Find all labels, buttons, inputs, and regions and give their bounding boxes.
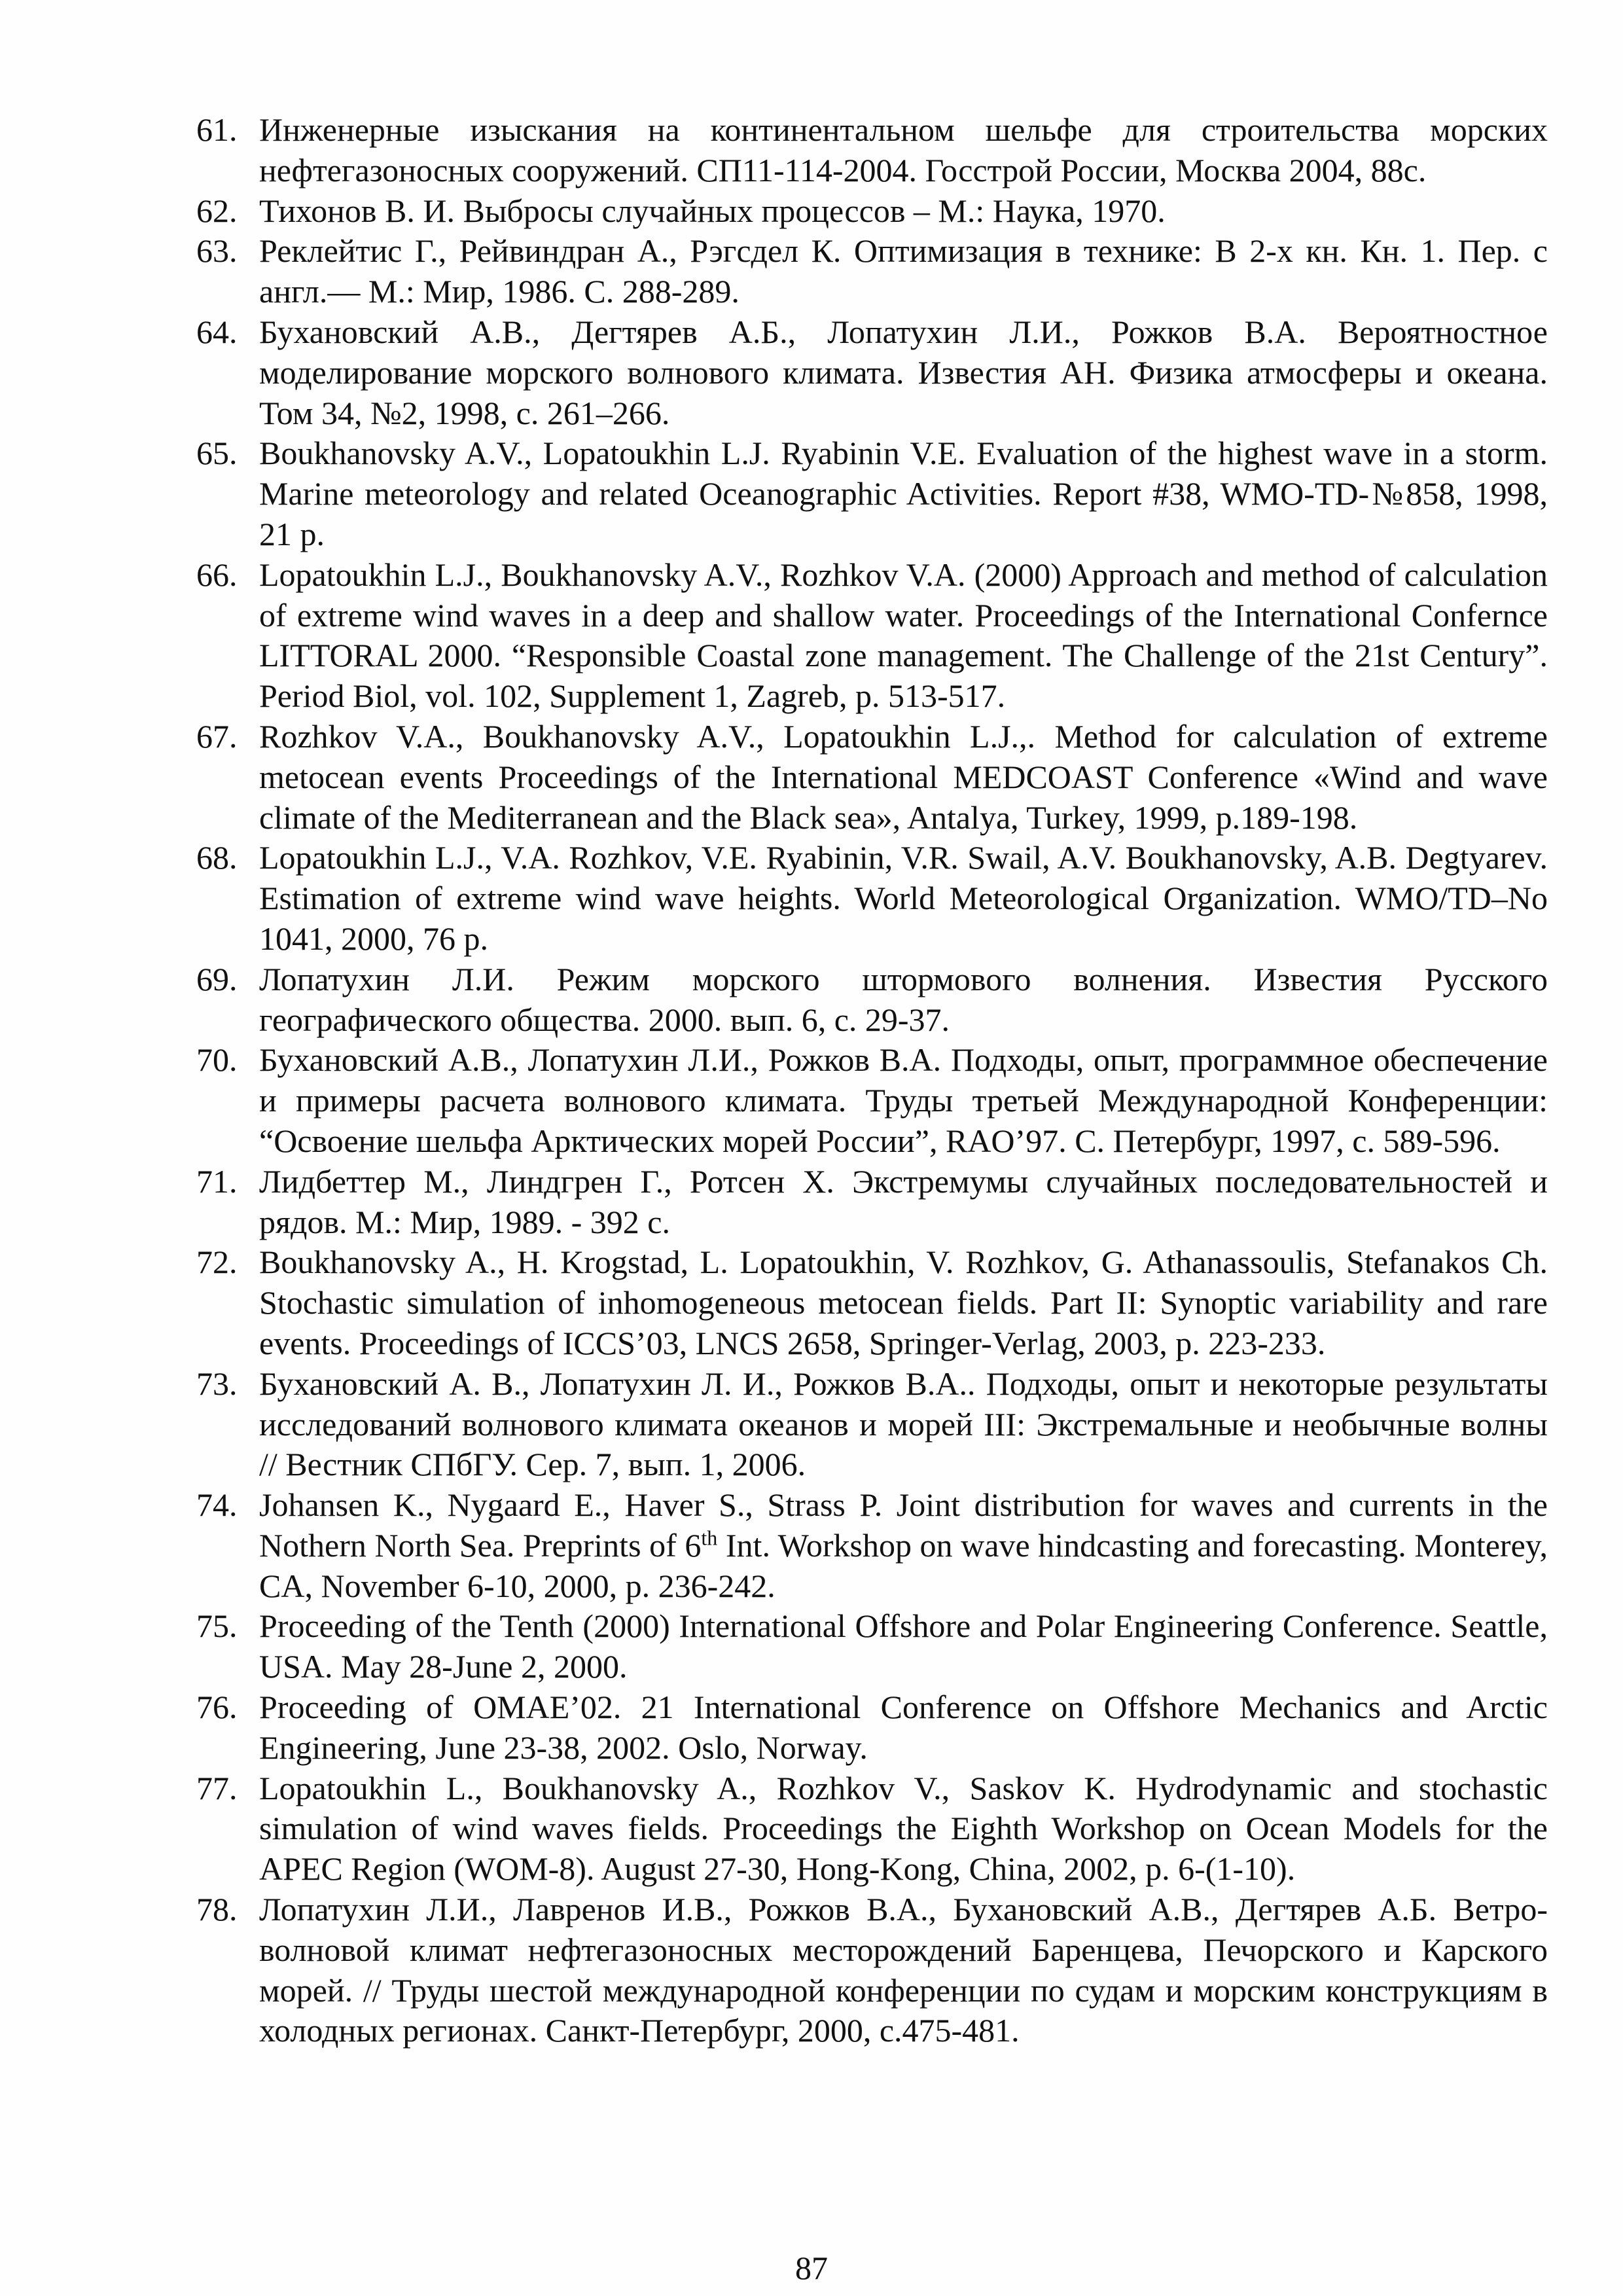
reference-item bbox=[196, 1485, 1548, 1606]
reference-item bbox=[196, 717, 1548, 838]
reference-text: Lopatoukhin L., Boukhanovsky A., Rozhkov V., Saskov K. Hydrodynamic and stochastic simulation of wind waves fields. Proceedings the Eighth Workshop on Ocean Models for the APEC Region (WOM-8). August 27-30, Hong-Kong, China, 2002, p. 6-(1-10). bbox=[259, 1769, 1548, 1888]
reference-number: 69. bbox=[196, 960, 238, 997]
reference-number: 74. bbox=[196, 1486, 238, 1524]
reference-number: 72. bbox=[196, 1244, 238, 1281]
reference-text: Бухановский А.В., Лопатухин Л.И., Рожков В.А. Подходы, опыт, программное обеспечение и примеры расчета волнового климата. Труды третьей Международной Конференции: “Освоение шельфа Арктических морей России”, RAO’97. С. Петербург, 1997, с. 589-596. bbox=[259, 1041, 1548, 1159]
reference-item bbox=[196, 110, 1548, 191]
reference-item bbox=[196, 433, 1548, 554]
reference-text: Лопатухин Л.И., Лавренов И.В., Рожков В.А., Бухановский А.В., Дегтярев А.Б. Ветро-волновой климат нефтегазоносных месторождений Баренцева, Печорского и Карского морей. // Труды шестой международной конференции по судам и морским конструкциям в холодных регионах. Санкт-Петербург, 2000, с.475-481. bbox=[259, 1891, 1548, 2049]
reference-number: 63. bbox=[196, 232, 238, 270]
reference-text: Proceeding of the Tenth (2000) International Offshore and Polar Engineering Conference. Seattle, USA. May 28-June 2, 2000. bbox=[259, 1607, 1548, 1685]
reference-number: 66. bbox=[196, 556, 238, 593]
reference-number: 76. bbox=[196, 1689, 238, 1726]
reference-item bbox=[196, 1242, 1548, 1363]
reference-number: 73. bbox=[196, 1365, 238, 1402]
reference-text: Rozhkov V.A., Boukhanovsky A.V., Lopatoukhin L.J.,. Method for calculation of extreme metocean events Proceedings of the International MEDCOAST Conference «Wind and wave climate of the Mediterranean and the Black sea», Antalya, Turkey, 1999, p.189-198. bbox=[259, 717, 1548, 836]
reference-number: 61. bbox=[196, 111, 238, 148]
reference-item bbox=[196, 1162, 1548, 1243]
reference-number: 78. bbox=[196, 1891, 238, 1928]
reference-number: 67. bbox=[196, 717, 238, 755]
reference-text: Бухановский А. В., Лопатухин Л. И., Рожков В.А.. Подходы, опыт и некоторые результаты исследований волнового климата океанов и морей III: Экстремальные и необычные волны // Вестник СПбГУ. Сер. 7, вып. 1, 2006. bbox=[259, 1365, 1548, 1483]
reference-text: Boukhanovsky A., H. Krogstad, L. Lopatoukhin, V. Rozhkov, G. Athanassoulis, Stefanakos Ch. Stochastic simulation of inhomogeneous metocean fields. Part II: Synoptic variability and rare events. Proceedings of ICCS’03, LNCS 2658, Springer-Verlag, 2003, p. 223-233. bbox=[259, 1244, 1548, 1361]
reference-item bbox=[196, 312, 1548, 433]
reference-number: 64. bbox=[196, 313, 238, 350]
reference-text: Lopatoukhin L.J., V.A. Rozhkov, V.E. Ryabinin, V.R. Swail, A.V. Boukhanovsky, A.B. Degtyarev. Estimation of extreme wind wave heights. World Meteorological Organization. WMO/TD–No 1041, 2000, 76 p. bbox=[259, 839, 1548, 957]
reference-number: 62. bbox=[196, 192, 238, 229]
reference-item bbox=[196, 555, 1548, 717]
reference-number: 75. bbox=[196, 1607, 238, 1645]
reference-text: Тихонов В. И. Выбросы случайных процессов – М.: Наука, 1970. bbox=[259, 192, 1166, 229]
reference-item bbox=[196, 960, 1548, 1041]
reference-item bbox=[196, 1040, 1548, 1161]
reference-text: Johansen K., Nygaard E., Haver S., Strass P. Joint distribution for waves and currents in the Nothern North Sea. Preprints of bbox=[259, 1486, 1548, 1564]
reference-number: 68. bbox=[196, 839, 238, 876]
reference-text: Реклейтис Г., Рейвиндран А., Рэгсдел К. Оптимизация в технике: В 2-х кн. Кн. 1. Пер. с англ.— М.: Мир, 1986. С. 288-289. bbox=[259, 232, 1548, 310]
reference-text: Лидбеттер М., Линдгрен Г., Ротсен Х. Экстремумы случайных последовательностей и рядов. М.: Мир, 1989. - 392 с. bbox=[259, 1162, 1548, 1240]
reference-text: Lopatoukhin L.J., Boukhanovsky A.V., Rozhkov V.A. (2000) Approach and method of calculation of extreme wind waves in a deep and shallow water. Proceedings of the International Confernce LITTORAL 2000. “Responsible Coastal zone management. The Challenge of the 21st Century”. Period Biol, vol. 102, Supplement 1, Zagreb, p. 513-517. bbox=[259, 556, 1548, 715]
reference-item bbox=[196, 1364, 1548, 1485]
reference-number: 65. bbox=[196, 435, 238, 472]
reference-text: Инженерные изыскания на континентальном шельфе для строительства морских нефтегазоносных сооружений. СП11-114-2004. Госстрой России, Москва 2004, 88с. bbox=[259, 111, 1548, 188]
reference-item bbox=[196, 838, 1548, 959]
reference-text-continued: Int. Workshop on wave hindcasting and forecasting. Monterey, CA, November 6-10, 2000, p. 236-242. bbox=[259, 1526, 1548, 1604]
reference-text: Лопатухин Л.И. Режим морского штормового волнения. Известия Русского географического общества. 2000. вып. 6, с. 29-37. bbox=[259, 960, 1548, 1038]
reference-text: Proceeding of OMAE’02. 21 International Conference on Offshore Mechanics and Arctic Engineering, June 23-38, 2002. Oslo, Norway. bbox=[259, 1689, 1548, 1766]
reference-item bbox=[196, 1687, 1548, 1768]
reference-item bbox=[196, 1606, 1548, 1687]
reference-text: Бухановский А.В., Дегтярев А.Б., Лопатухин Л.И., Рожков В.А. Вероятностное моделирование морского волнового климата. Известия АН. Физика атмосферы и океана. Том 34, №2, 1998, с. 261–266. bbox=[259, 313, 1548, 431]
reference-number: 77. bbox=[196, 1769, 238, 1806]
page-number: 87 bbox=[795, 2250, 828, 2286]
reference-item bbox=[196, 191, 1548, 232]
reference-list bbox=[196, 110, 1548, 2051]
reference-item bbox=[196, 1890, 1548, 2051]
reference-number: 71. bbox=[196, 1162, 238, 1200]
reference-text-ordinal: 6th bbox=[685, 1526, 718, 1564]
reference-item bbox=[196, 231, 1548, 312]
reference-number: 70. bbox=[196, 1041, 238, 1079]
reference-item bbox=[196, 1768, 1548, 1890]
reference-text: Boukhanovsky A.V., Lopatoukhin L.J. Ryabinin V.E. Evaluation of the highest wave in a storm. Marine meteorology and related Oceanographic Activities. Report #38, WMO-TD-№858, 1998, 21 p. bbox=[259, 435, 1548, 552]
